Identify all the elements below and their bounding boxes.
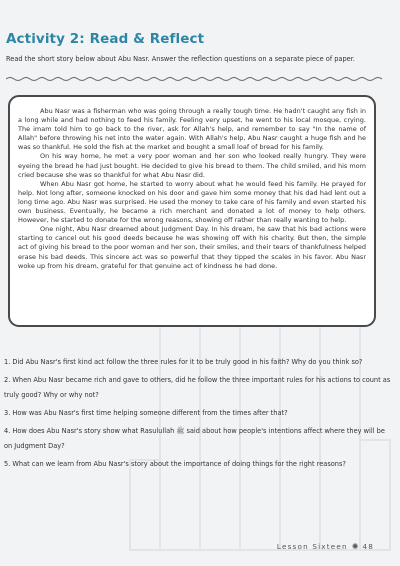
- page-number: 48: [362, 542, 374, 551]
- story-paragraph: One night, Abu Nasr dreamed about Judgment Day. In his dream, he saw that his bad actions were starting to cancel out his good deeds because he was showing off with his charity. But then, the simple act of giving his bread to the poor woman and her son, their smiles, and their tears of thankfulness helped erase his bad deeds. This sincere act was so powerful that they tipped the scales in his favor. Abu Nasr woke up from his dream, grateful for that genuine act of kindness he had done.: [18, 225, 366, 270]
- activity-instructions: Read the short story below about Abu Nasr. Answer the reflection questions on a separate piece of paper.: [6, 55, 355, 63]
- story-paragraph: On his way home, he met a very poor woman and her son who looked really hungry. They were eyeing the bread he had just bought. He decided to give his bread to them. The child smiled, and his mom cried because she was so thankful for what Abu Nasr did.: [18, 152, 366, 179]
- question-item: 1. Did Abu Nasr's first kind act follow the three rules for it to be truly good in his faith? Why do you think so?: [4, 358, 363, 366]
- wavy-divider: [6, 75, 386, 83]
- story-paragraph: When Abu Nasr got home, he started to worry about what he would feed his family. He prayed for help. Not long after, someone knocked on his door and gave him some money that his dad had lent out a long time ago. Abu Nasr was surprised. He used the money to take care of his family and even started his own business. Eventually, he became a rich merchant and donated a lot of money to help others. However, he started to donate for the wrong reasons, showing off rather than really wanting to help.: [18, 179, 366, 225]
- sun-ornament-icon: ✺: [351, 542, 359, 551]
- question-item: 2. When Abu Nasr became rich and gave to others, did he follow the three important rules for his actions to count as truly good? Why or why not?: [4, 376, 391, 399]
- lesson-label: Lesson Sixteen: [276, 542, 348, 551]
- reflection-questions: [4, 355, 394, 475]
- question-item: 5. What can we learn from Abu Nasr's story about the importance of doing things for the right reasons?: [4, 460, 346, 468]
- story-paragraph: Abu Nasr was a fisherman who was going through a really tough time. He hadn't caught any fish in a long while and had nothing to feed his family. Feeling very upset, he went to his local mosque, crying. The imam told him to go back to the river, ask for Allah's help, and remember to say "In the name of Allah" before throwing his net into the water again. With Allah's help, Abu Nasr caught a huge fish and he was so thankful. He sold the fish at the market and bought a small loaf of bread for his family.: [18, 107, 366, 152]
- question-item: 4. How does Abu Nasr's story show what Rasulullah ﷺ said about how people's intentions affect where they will be on Judgment Day?: [4, 427, 385, 450]
- question-item: 3. How was Abu Nasr's first time helping someone different from the times after that?: [4, 409, 288, 417]
- page-footer: [277, 542, 374, 551]
- story-box: [8, 95, 376, 327]
- activity-title: Activity 2: Read & Reflect: [6, 31, 205, 47]
